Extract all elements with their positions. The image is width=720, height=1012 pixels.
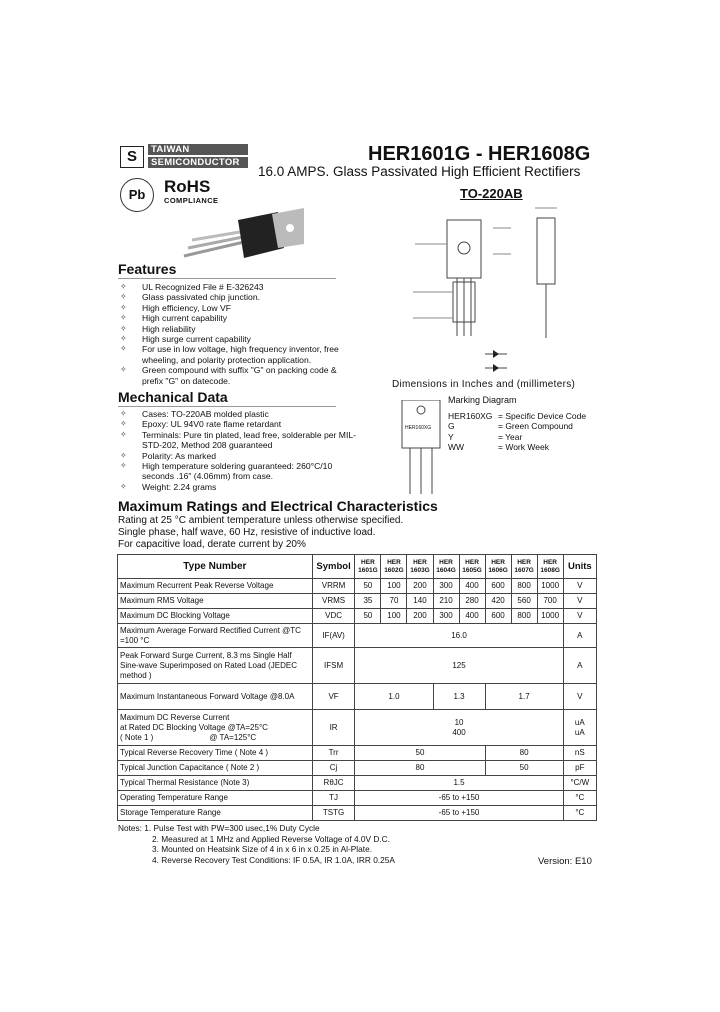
outline-side-body [537,218,555,284]
condition-line: For capacitive load, derate current by 20% [118,538,306,550]
col-part: HER 1601G [355,555,381,579]
ir-desc-line2: at Rated DC Blocking Voltage @TA=25°C [120,722,268,732]
row-value: 800 [511,579,537,594]
col-part: HER 1603G [407,555,433,579]
row-desc: Operating Temperature Range [118,791,313,806]
row-value: 300 [433,609,459,624]
table-row [118,776,597,791]
row-symbol: IFSM [312,648,355,684]
row-value: 50 [485,761,563,776]
mechanical-item: ✧ Epoxy: UL 94V0 rate flame retardant [118,419,358,429]
row-value: -65 to +150 [355,791,563,806]
features-list [118,282,358,386]
row-value: 400 [459,579,485,594]
row-value: 1.0 [355,684,433,710]
row-unit: nS [563,746,596,761]
row-unit [563,710,596,746]
row-value: 35 [355,594,381,609]
row-desc: Typical Thermal Resistance (Note 3) [118,776,313,791]
row-symbol: IR [312,710,355,746]
company-name-line1: TAIWAN [148,144,248,155]
ratings-title: Maximum Ratings and Electrical Characteristics [118,498,438,514]
row-symbol: IF(AV) [312,624,355,648]
mechanical-item: ✧ Cases: TO-220AB molded plastic [118,409,358,419]
row-value: 700 [537,594,563,609]
legend-row [448,432,586,442]
company-logo-mark: S [120,146,144,168]
note-line: 4. Reverse Recovery Test Conditions: IF 0.5A, IR 1.0A, IRR 0.25A [152,854,395,865]
row-desc: Typical Reverse Recovery Time ( Note 4 ) [118,746,313,761]
rohs-label: RoHS [164,177,211,196]
col-part: HER 1602G [381,555,407,579]
legend-meaning: = Year [498,431,523,442]
row-desc: Maximum Average Forward Rectified Current @TC =100 °C [118,624,313,648]
mechanical-heading: Mechanical Data [118,389,228,405]
row-symbol: RθJC [312,776,355,791]
legend-code: Y [448,431,454,442]
marking-chip-text: HER160XG [405,425,432,431]
pb-free-badge: Pb [120,178,154,212]
row-desc: Maximum RMS Voltage [118,594,313,609]
marking-diagram-title: Marking Diagram [448,395,517,405]
ir-note: ( Note 1 ) [120,732,154,742]
pin-diode-1 [493,350,499,358]
note-line [118,823,395,834]
col-part: HER 1608G [537,555,563,579]
outline-body [447,220,481,278]
feature-item: ✧ High reliability [118,324,358,334]
row-unit: V [563,609,596,624]
mechanical-item: ✧ Terminals: Pure tin plated, lead free, solderable per MIL-STD-202, Method 208 guaranteed [118,430,358,451]
marking-legend [448,411,586,452]
col-type-number: Type Number [118,555,313,579]
row-value: 1000 [537,579,563,594]
row-value: 1.5 [355,776,563,791]
row-value: 125 [355,648,563,684]
row-symbol: Trr [312,746,355,761]
row-value: 210 [433,594,459,609]
table-row [118,594,597,609]
row-desc [118,710,313,746]
dimensions-drawing [395,198,575,378]
notes-label: Notes: [118,823,142,833]
mounting-hole [286,224,294,232]
table-row [118,761,597,776]
row-value: 50 [355,579,381,594]
table-row [118,609,597,624]
row-value: 70 [381,594,407,609]
legend-code: G [448,421,455,432]
table-row [118,746,597,761]
row-unit: V [563,594,596,609]
feature-item: ✧ For use in low voltage, high frequency inventor, free wheeling, and polarity protection application. [118,344,358,365]
row-value: -65 to +150 [355,806,563,821]
ir-unit-1: uA [574,717,585,727]
table-row [118,648,597,684]
row-symbol: VF [312,684,355,710]
marking-chip-hole [417,406,425,414]
row-value: 280 [459,594,485,609]
row-symbol: Cj [312,761,355,776]
row-value: 800 [511,609,537,624]
table-row [118,579,597,594]
legend-row [448,411,586,421]
legend-code: WW [448,441,465,452]
legend-meaning: = Specific Device Code [498,411,587,421]
table-row [118,806,597,821]
mechanical-list [118,409,358,492]
row-value: 400 [459,609,485,624]
features-heading: Features [118,261,177,277]
row-desc: Maximum DC Blocking Voltage [118,609,313,624]
ratings-table [117,554,597,821]
pin-diode-2 [493,364,499,372]
row-value: 600 [485,609,511,624]
col-part: HER 1607G [511,555,537,579]
col-units: Units [563,555,596,579]
ir-desc-line1: Maximum DC Reverse Current [120,712,230,722]
table-row [118,684,597,710]
table-header-row [118,555,597,579]
row-value: 50 [355,746,485,761]
row-value: 140 [407,594,433,609]
row-desc: Maximum Instantaneous Forward Voltage @8.0A [118,684,313,710]
company-name-line2: SEMICONDUCTOR [148,157,248,168]
legend-meaning: = Green Compound [498,421,573,432]
document-title: HER1601G - HER1608G [368,143,591,165]
table-row [118,791,597,806]
col-symbol: Symbol [312,555,355,579]
condition-line: Single phase, half wave, 60 Hz, resistive of inductive load. [118,526,376,538]
company-name [148,144,248,170]
row-value: 16.0 [355,624,563,648]
mechanical-rule [118,406,336,407]
mechanical-item: ✧ Polarity: As marked [118,451,358,461]
features-rule [118,278,336,279]
ir-value-2: 400 [452,727,466,737]
row-value: 420 [485,594,511,609]
marking-diagram-drawing [396,400,446,496]
row-value: 80 [485,746,563,761]
mechanical-item: ✧ High temperature soldering guaranteed: 260°C/10 seconds .16" (4.06mm) from case. [118,461,358,482]
col-part: HER 1605G [459,555,485,579]
note-line: 3. Mounted on Heatsink Size of 4 in x 6 in x 0.25 in Al-Plate. [152,844,372,855]
row-unit: °C [563,791,596,806]
feature-item: ✧ High efficiency, Low VF [118,303,358,313]
row-unit: °C/W [563,776,596,791]
row-unit: °C [563,806,596,821]
dimensions-caption: Dimensions in Inches and (millimeters) [392,379,576,390]
ir-unit-2: uA [574,727,585,737]
legend-row [448,421,586,431]
marking-chip-outline [402,400,440,448]
condition-line: Rating at 25 °C ambient temperature unless otherwise specified. [118,515,404,526]
mechanical-item: ✧ Weight: 2.24 grams [118,482,358,492]
table-row [118,710,597,746]
row-value [355,710,563,746]
notes [118,823,395,865]
row-symbol: TSTG [312,806,355,821]
legend-meaning: = Work Week [498,441,549,452]
row-unit: V [563,579,596,594]
legend-code: HER160XG [448,411,493,421]
row-symbol: VRRM [312,579,355,594]
rohs-compliance-label: COMPLIANCE [164,196,219,205]
row-symbol: TJ [312,791,355,806]
row-value: 560 [511,594,537,609]
feature-item: ✧ Glass passivated chip junction. [118,292,358,302]
row-unit: V [563,684,596,710]
feature-item: ✧ High current capability [118,313,358,323]
row-unit: A [563,648,596,684]
row-value: 200 [407,609,433,624]
feature-item: ✧ Green compound with suffix "G" on packing code & prefix "G" on datecode. [118,365,358,386]
outline-hole [458,242,470,254]
row-value: 600 [485,579,511,594]
package-name: TO-220AB [460,186,523,201]
row-value: 1000 [537,609,563,624]
row-desc: Typical Junction Capacitance ( Note 2 ) [118,761,313,776]
document-subtitle: 16.0 AMPS. Glass Passivated High Efficient Rectifiers [258,164,581,179]
row-value: 100 [381,609,407,624]
feature-item: ✧ High surge current capability [118,334,358,344]
table-row [118,624,597,648]
row-value: 200 [407,579,433,594]
row-desc: Storage Temperature Range [118,806,313,821]
row-unit: pF [563,761,596,776]
row-value: 300 [433,579,459,594]
note-line: 2. Measured at 1 MHz and Applied Reverse Voltage of 4.0V D.C. [152,833,390,844]
row-symbol: VDC [312,609,355,624]
version-label: Version: E10 [538,856,592,867]
feature-item: ✧ UL Recognized File # E-326243 [118,282,358,292]
legend-row [448,442,586,452]
row-value: 1.3 [433,684,485,710]
ir-value-1: 10 [454,717,464,727]
ratings-conditions [118,515,403,550]
row-value: 80 [355,761,485,776]
row-value: 1.7 [485,684,563,710]
row-value: 100 [381,579,407,594]
row-desc: Peak Forward Surge Current, 8.3 ms Single Half Sine-wave Superimposed on Rated Load (JEDEC method ) [118,648,313,684]
ir-condition: @ TA=125°C [209,732,257,742]
note-text: 1. Pulse Test with PW=300 usec,1% Duty Cycle [144,823,320,833]
row-value: 50 [355,609,381,624]
col-part: HER 1604G [433,555,459,579]
row-desc: Maximum Recurrent Peak Reverse Voltage [118,579,313,594]
component-photo [176,208,306,266]
row-symbol: VRMS [312,594,355,609]
row-unit: A [563,624,596,648]
ir-desc-line3 [120,733,310,743]
col-part: HER 1606G [485,555,511,579]
